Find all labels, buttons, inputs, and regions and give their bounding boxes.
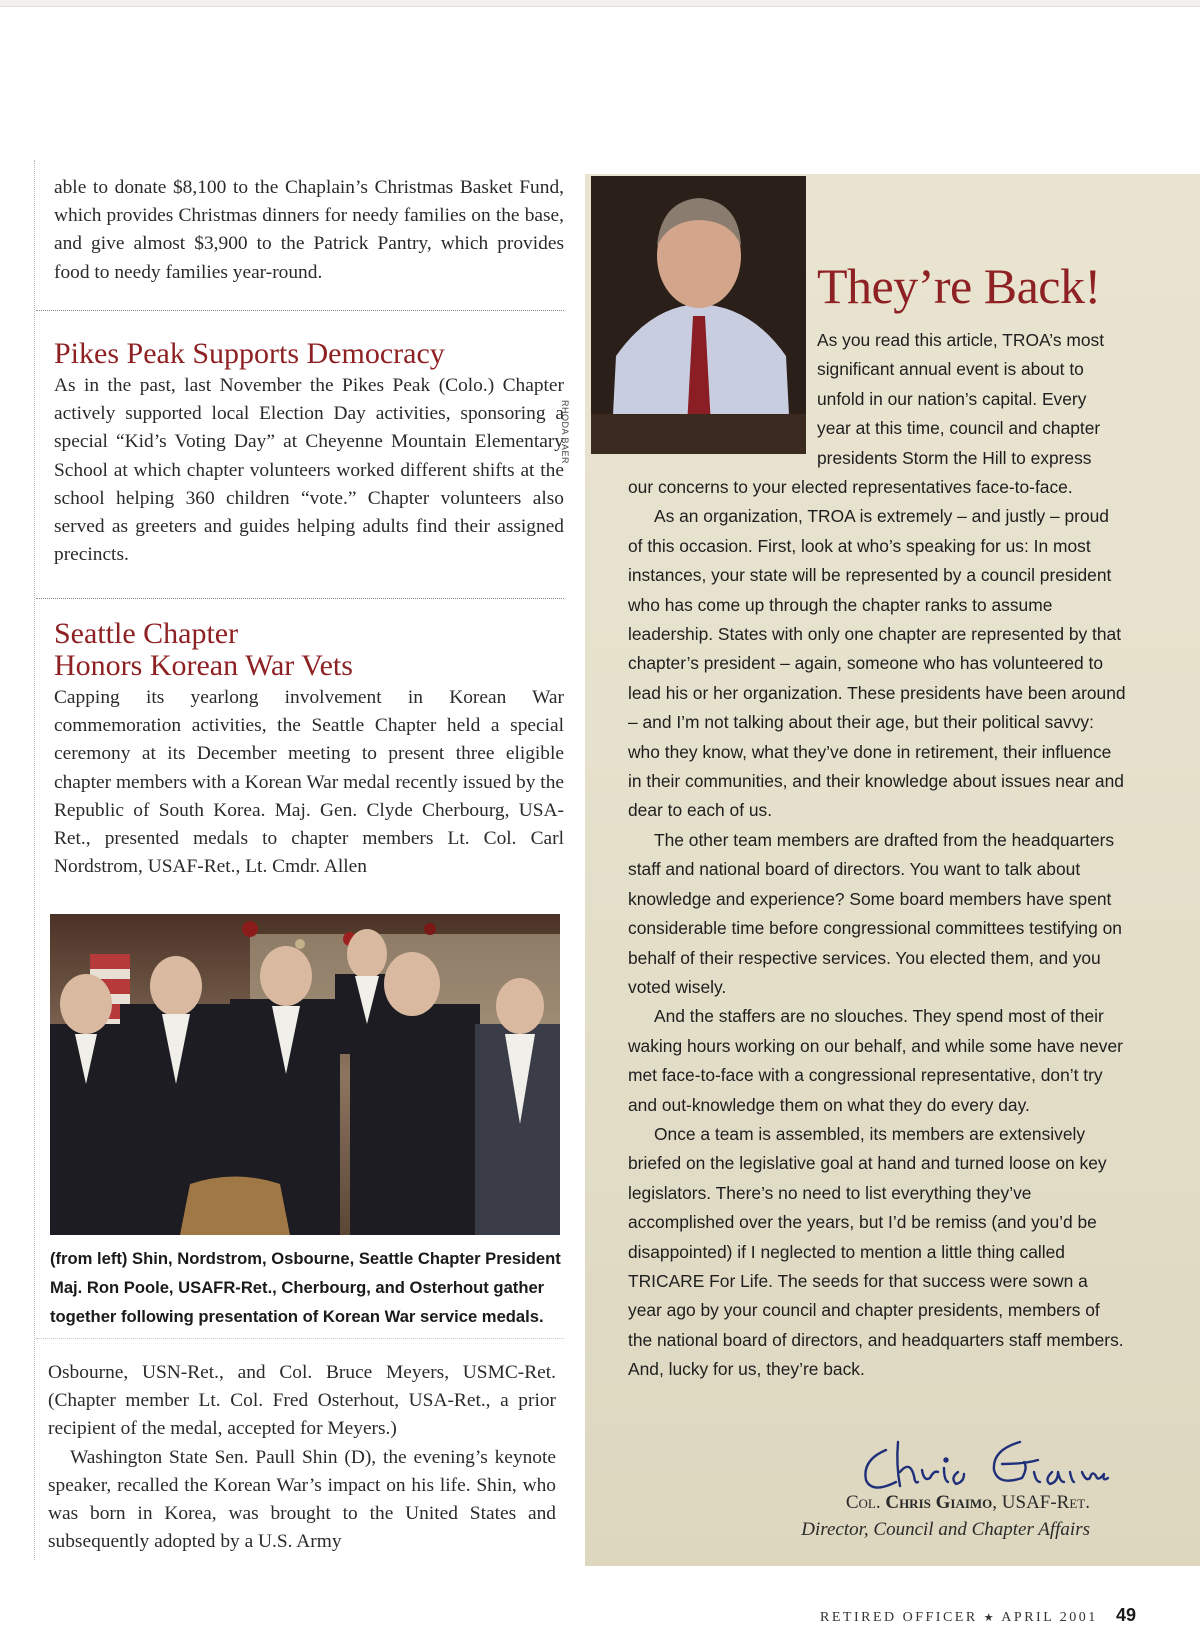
heading-line-2: Honors Korean War Vets [54,649,353,682]
sidebar-paragraph-2: As an organization, TROA is extremely – and justly – proud of this occasion. First, look at who’s speaking for us: In most instances, your state will be represented by a council president who has come up through the chapter ranks to assume leadership. States with only one chapter are represented by that chapter’s president – again, someone who has volunteered to lead his or her organization. These presidents have been around – and I’m not talking about their age, but their political savvy: who they know, what they’ve done in retirement, their influence in their communities, and their knowledge about issues near and dear to each of us. [628,506,1126,821]
page-number: 49 [1116,1605,1137,1625]
wrapped-line: year at this time, council and chapter [817,418,1101,439]
seattle-article [54,684,564,881]
intro-text: able to donate $8,100 to the Chaplain’s Christmas Basket Fund, which provides Christmas dinners for needy families on the base, and give almost $3,900 to the Patrick Pantry, which provides food to needy families year-round. [54,177,564,283]
author-portrait [591,176,806,454]
handwritten-signature [852,1420,1112,1500]
photo-credit: RHODA BAER [560,400,570,465]
column-rule [34,160,35,1560]
publication-name: RETIRED OFFICER [820,1610,978,1625]
seattle-body: Capping its yearlong involvement in Korean War commemoration activities, the Seattle Chapter held a special ceremony at its December meeting to present three eligible chapter members with a Korean War medal recently issued by the Republic of South Korea. Maj. Gen. Clyde Cherbourg, USA-Ret., presented medals to chapter members Lt. Col. Carl Nordstrom, USAF-Ret., Lt. Cmdr. Allen [54,687,564,878]
running-footer [820,1610,1098,1626]
author-portrait-image [591,176,806,454]
page-top-edge [0,0,1200,7]
pikes-peak-article [54,372,564,569]
issue-date: APRIL 2001 [1001,1610,1098,1625]
intro-paragraph [54,174,564,287]
sidebar-wrapped-lines [817,326,1117,473]
section-divider [36,1338,564,1339]
sidebar-paragraph-1-end: our concerns to your elected representatives face-to-face. [628,477,1073,497]
group-photo-image [50,914,560,1235]
wrapped-line: As you read this article, TROA’s most [817,330,1105,350]
section-heading-pikes-peak: Pikes Peak Supports Democracy [54,337,445,370]
section-divider [36,598,564,599]
continued-paragraph-2: Washington State Sen. Paull Shin (D), the evening’s keynote speaker, recalled the Korean War’s impact on his life. Shin, who was born in Korea, was brought to the United States and subsequently adopted by a U.S. Army [48,1446,556,1553]
wrapped-line: significant annual event is about to [817,359,1084,380]
continued-article [48,1359,556,1556]
signer-prefix: Col. [845,1492,881,1513]
section-divider [36,310,564,311]
wrapped-line: unfold in our nation’s capital. Every [817,388,1087,409]
heading-line-1: Seattle Chapter [54,617,239,650]
wrapped-line: presidents Storm the Hill to express [817,447,1092,468]
group-photo [50,914,560,1235]
sidebar-body [628,473,1126,1385]
sidebar-paragraph-4: And the staffers are no slouches. They spend most of their waking hours working on our behalf, and while some have never met face-to-face with a congressional representative, don’t try and out-knowledge them on what they do every day. [628,1006,1123,1115]
section-heading-seattle [54,618,574,682]
sidebar-title: They’re Back! [817,258,1101,314]
signer-title: Director, Council and Chapter Affairs [801,1519,1090,1540]
sidebar-paragraph-3: The other team members are drafted from the headquarters staff and national board of directors. You want to talk about knowledge and experience? Some board members have spent considerable time before congressional committees testifying on behalf of their respective services. You elected them, and you voted wisely. [628,829,1122,997]
signer-suffix: USAF-Ret. [1001,1492,1090,1513]
photo-caption: (from left) Shin, Nordstrom, Osbourne, Seattle Chapter President Maj. Ron Poole, USAFR-Ret., Cherbourg, and Osterhout gather together following presentation of Korean War service medals. [50,1249,561,1326]
signer-name-line: Col. Chris Giaimo, USAF-Ret. [845,1492,1090,1513]
sidebar-paragraph-5: Once a team is assembled, its members are extensively briefed on the legislative goal at hand and turned loose on key legislators. There’s no need to list everything they’ve accomplished over the years, but I’d be remiss (and you’d be disappointed) if I neglected to mention a little thing called TRICARE For Life. The seeds for that success were sown a year ago by your council and chapter presidents, members of the national board of directors, and headquarters staff members. And, lucky for us, they’re back. [628,1123,1124,1380]
continued-paragraph-1: Osbourne, USN-Ret., and Col. Bruce Meyers, USMC-Ret. (Chapter member Lt. Col. Fred Osterhout, USA-Ret., a prior recipient of the medal, accepted for Meyers.) [48,1362,556,1440]
signer-name: Chris Giaimo [885,1492,993,1513]
pikes-peak-body: As in the past, last November the Pikes Peak (Colo.) Chapter actively supported local Election Day activities, sponsoring a special “Kid’s Voting Day” at Cheyenne Mountain Elementary School at which chapter volunteers worked different shifts at the school helping 360 children “vote.” Chapter volunteers also served as greeters and guides helping adults find their assigned precincts. [54,375,564,566]
footer-separator: ★ [983,1612,997,1624]
